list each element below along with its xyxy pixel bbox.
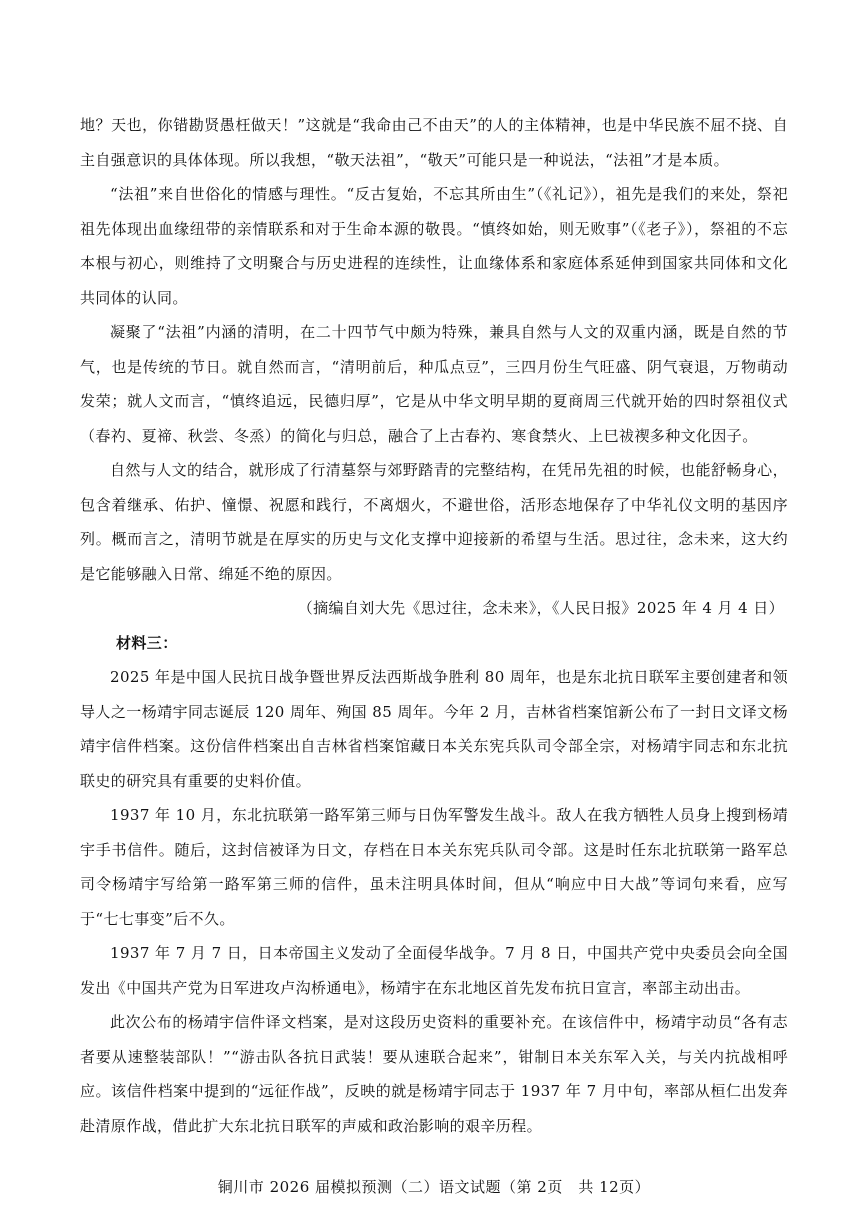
source-citation: （摘编自刘大先《思过往，念未来》，《人民日报》2025 年 4 月 4 日） bbox=[297, 599, 784, 617]
paragraph-continued: 地？天也，你错勘贤愚枉做天！”这就是“我命由己不由天”的人的主体精神，也是中华民族不屈不挠、自主自强意识的具体体现。所以我想，“敬天法祖”，“敬天”可能只是一种说法，“法祖”才是本质。 bbox=[80, 116, 788, 169]
paragraph-nature-culture: 自然与人文的结合，就形成了行清墓祭与郊野踏青的完整结构，在凭吊先祖的时候，也能舒畅身心，包含着继承、佑护、憧憬、祝愿和践行，不离烟火，不避世俗，活形态地保存了中华礼仪文明的基因序列。概而言之，清明节就是在厚实的历史与文化支撑中迎接新的希望与生活。思过往，念未来，这大约是它能够融入日常、绵延不绝的原因。 bbox=[80, 461, 788, 583]
paragraph-letter-significance: 此次公布的杨靖宇信件译文档案，是对这段历史资料的重要补充。在该信件中，杨靖宇动员“各有志者要从速整装部队！”“游击队各抗日武装！要从速联合起来”，钳制日本关东军入关，与关内抗战相呼应。该信件档案中提到的“远征作战”，反映的就是杨靖宇同志于 1937 年 7 月中旬，率部从桓仁出发奔赴清原作战，借此扩大东北抗日联军的声威和政治影响的艰辛历程。 bbox=[80, 1013, 788, 1135]
paragraph-fazu: “法祖”来自世俗化的情感与理性。“反古复始，不忘其所由生”（《礼记》），祖先是我们的来处，祭祀祖先体现出血缘纽带的亲情联系和对于生命本源的敬畏。“慎终如始，则无败事”（《老子》），祭祖的不忘本根与初心，则维持了文明聚合与历史进程的连续性，让血缘体系和家庭体系延伸到国家共同体和文化共同体的认同。 bbox=[80, 185, 788, 307]
paragraph-qingming: 凝聚了“法祖”内涵的清明，在二十四节气中颇为特殊，兼具自然与人文的双重内涵，既是自然的节气，也是传统的节日。就自然而言，“清明前后，种瓜点豆”，三四月份生气旺盛、阴气衰退，万物萌动发荣；就人文而言，“慎终追远，民德归厚”，它是从中华文明早期的夏商周三代就开始的四时祭祖仪式（春礿、夏禘、秋尝、冬烝）的简化与归总，融合了上古春礿、寒食禁火、上巳祓禊多种文化因子。 bbox=[80, 323, 788, 445]
paragraph-1937-july: 1937 年 7 月 7 日，日本帝国主义发动了全面侵华战争。7 月 8 日，中国共产党中央委员会向全国发出《中国共产党为日军进攻卢沟桥通电》，杨靖宇在东北地区首先发布抗日宣言，率部主动出击。 bbox=[80, 944, 788, 997]
paragraph-1937-october: 1937 年 10 月，东北抗联第一路军第三师与日伪军警发生战斗。敌人在我方牺牲人员身上搜到杨靖宇手书信件。随后，这封信被译为日文，存档在日本关东宪兵队司令部。这是时任东北抗联第一路军总司令杨靖宇写给第一路军第三师的信件，虽未注明具体时间，但从“响应中日大战”等词句来看，应写于“七七事变”后不久。 bbox=[80, 806, 788, 928]
article-body bbox=[80, 108, 788, 1143]
page-footer: 铜川市 2026 届模拟预测（二）语文试题（第 2页 共 12页） bbox=[217, 1178, 651, 1196]
section-heading-material-3: 材料三： bbox=[116, 633, 178, 652]
paragraph-anniversary: 2025 年是中国人民抗日战争暨世界反法西斯战争胜利 80 周年，也是东北抗日联军主要创建者和领导人之一杨靖宇同志诞辰 120 周年、殉国 85 周年。今年 2 月，吉林省档案馆新公布了一封日文译文杨靖宇信件档案。这份信件档案出自吉林省档案馆藏日本关东宪兵队司令部全宗，对杨靖宇同志和东北抗联史的研究具有重要的史料价值。 bbox=[80, 668, 788, 790]
